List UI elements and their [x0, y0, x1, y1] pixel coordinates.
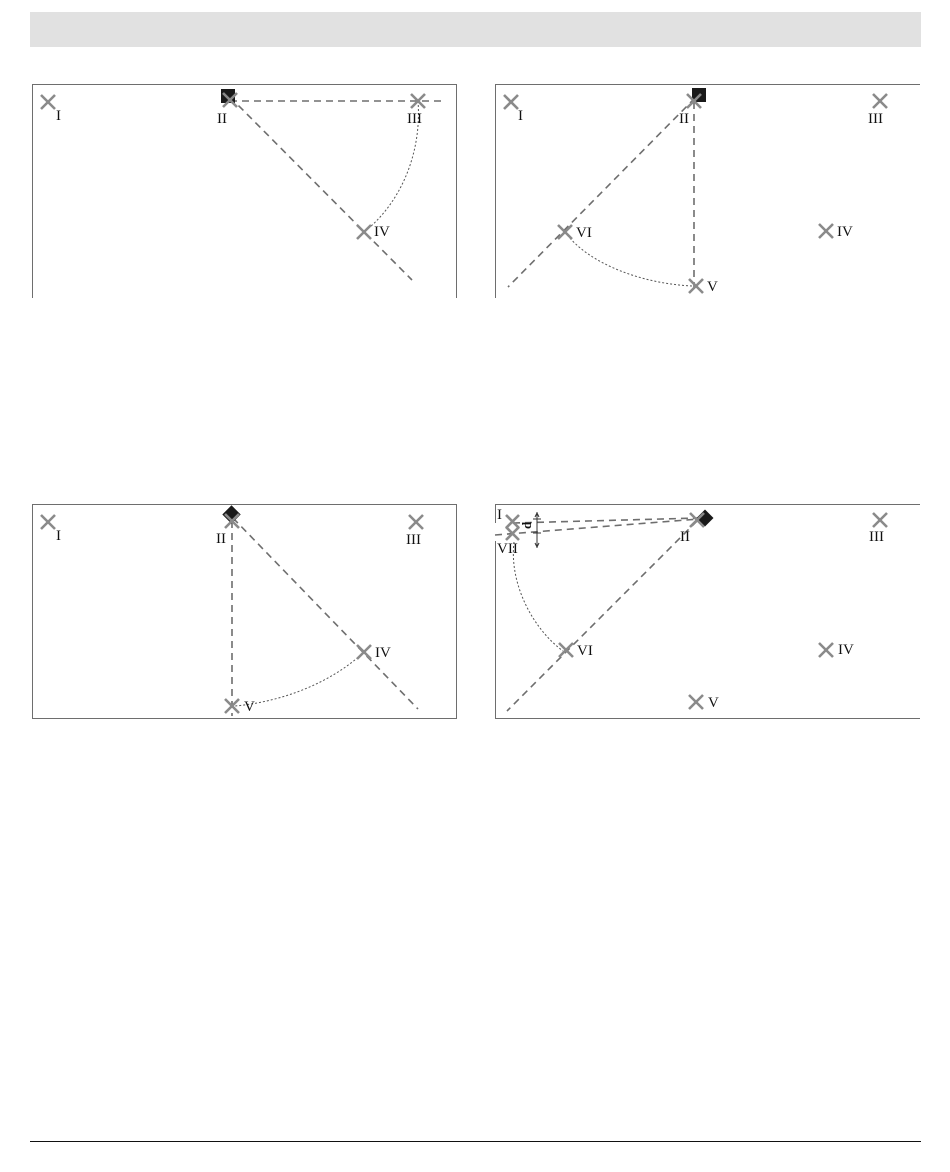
label-i: I	[56, 528, 61, 544]
label-i: I	[497, 507, 502, 523]
label-vi: VI	[576, 225, 592, 241]
cross-marker-icon	[689, 695, 703, 709]
dashed-line-ii-iv	[230, 97, 412, 280]
panel-2-diagram	[493, 84, 920, 300]
label-iii: III	[407, 111, 422, 127]
cross-marker-icon	[558, 225, 572, 239]
cross-marker-icon	[559, 643, 573, 657]
panel-3-diagram	[30, 504, 457, 720]
panel-frame	[495, 84, 920, 298]
label-ii: II	[217, 111, 227, 127]
label-iv: IV	[838, 642, 854, 658]
label-i: I	[56, 108, 61, 124]
label-vii: VII	[497, 541, 518, 557]
cross-marker-icon	[504, 95, 518, 109]
panel-4	[493, 504, 920, 720]
panel-4-diagram	[493, 504, 920, 720]
label-d: d	[519, 521, 534, 529]
cross-marker-icon	[409, 515, 423, 529]
arc-vii-vi	[513, 542, 563, 651]
label-ii: II	[679, 111, 689, 127]
label-v: V	[244, 699, 255, 715]
dashed-line-ii-vi	[508, 98, 695, 287]
dashed-line-ii-iv	[233, 518, 418, 709]
header-bar	[30, 12, 921, 47]
label-iv: IV	[837, 224, 853, 240]
label-ii: II	[216, 531, 226, 547]
label-i: I	[518, 108, 523, 124]
panel-3	[30, 504, 457, 720]
panel-1	[30, 84, 457, 300]
footer-rule	[30, 1141, 921, 1142]
cross-marker-icon	[819, 643, 833, 657]
label-v: V	[707, 279, 718, 295]
cross-marker-icon	[41, 515, 55, 529]
cross-marker-icon	[357, 645, 371, 659]
label-iii: III	[406, 532, 421, 548]
label-iii: III	[869, 529, 884, 545]
panel-frame	[32, 84, 457, 298]
panel-1-diagram	[30, 84, 457, 300]
cross-marker-icon	[357, 225, 371, 239]
label-iv: IV	[375, 645, 391, 661]
dashed-line-ii-vi	[507, 521, 697, 711]
cross-marker-icon	[873, 94, 887, 108]
label-iii: III	[868, 111, 883, 127]
cross-marker-icon	[873, 513, 887, 527]
panel-2	[493, 84, 920, 300]
cross-marker-icon	[819, 224, 833, 238]
panel-frame	[33, 505, 457, 719]
cross-marker-icon	[41, 95, 55, 109]
arc-iv-v	[235, 652, 364, 706]
label-vi: VI	[577, 643, 593, 659]
label-iv: IV	[374, 224, 390, 240]
panel-frame	[495, 504, 920, 719]
offset-dimension-d	[533, 512, 541, 548]
cross-marker-icon	[506, 515, 519, 528]
label-ii: II	[680, 529, 690, 545]
label-v: V	[708, 695, 719, 711]
